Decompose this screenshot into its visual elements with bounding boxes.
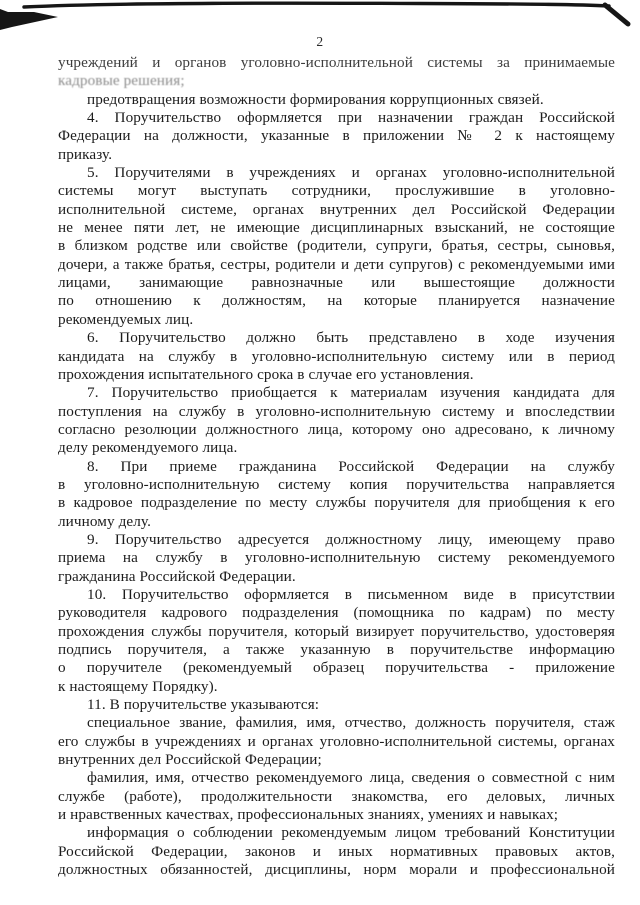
text-line: 11. В поручительстве указываются: — [87, 696, 320, 714]
text-line: 6. Поручительство должно быть представлено в ходе изучения — [87, 329, 615, 347]
paragraph — [58, 586, 615, 696]
page-number: 2 — [316, 34, 324, 49]
text-line: специальное звание, фамилия, имя, отчество, должность поручителя, стаж — [87, 714, 615, 732]
text-line: Федерации на должности, указанные в приложении № 2 к настоящему — [58, 127, 615, 145]
paragraph — [58, 458, 615, 531]
text-line: руководителя кадрового подразделения (помощника по кадрам) по месту — [58, 604, 615, 622]
text-line: информация о соблюдении рекомендуемым лицом требований Конституции — [87, 824, 615, 842]
text-line: дочери, а также братья, сестры, родители и дети супругов) с рекомендуемыми ими — [58, 255, 615, 273]
text-line: прохождения службы поручителя, который визирует поручительство, удостоверяя — [58, 622, 615, 640]
text-line: в близком родстве или свойстве (родители, супруги, братья, сестры, сыновья, — [58, 237, 615, 255]
text-line: 5. Поручителями в учреждениях и органах уголовно-исполнительной — [87, 164, 615, 182]
text-line: службе (работе), продолжительности знакомства, его деловых, личных — [58, 787, 615, 805]
text-line: 10. Поручительство оформляется в письменном виде в присутствии — [87, 585, 615, 603]
text-line: не менее пяти лет, не имеющие дисциплинарных взысканий, не состоящие — [58, 219, 615, 237]
text-line: 8. При приеме гражданина Российской Федерации на службу — [87, 457, 615, 475]
text-line: его службы в учреждениях и органах уголовно-исполнительной системы, органах — [58, 732, 615, 750]
text-line: предотвращения возможности формирования коррупционных связей. — [87, 90, 544, 108]
text-line: системы могут выступать сотрудники, прослужившие в уголовно- — [58, 182, 615, 200]
text-line: прохождения испытательного срока в случае его установления. — [58, 365, 474, 383]
text-line: согласно резолюции должностного лица, которому оно адресовано, к личному — [58, 420, 615, 438]
text-line: 4. Поручительство оформляется при назначении граждан Российской — [87, 109, 615, 127]
paragraph — [58, 769, 615, 824]
text-line: кадровые решения; — [58, 72, 185, 90]
text-line: 9. Поручительство адресуется должностному лицу, имеющему право — [87, 530, 615, 548]
text-line: должностных обязанностей, дисциплины, норм морали и профессиональной — [58, 861, 615, 879]
text-line: и нравственных качествах, профессиональных знаниях, умениях и навыках; — [58, 806, 559, 824]
text-line: приема на службу в уголовно-исполнительную систему рекомендуемого — [58, 549, 615, 567]
text-line: в уголовно-исполнительную систему копия поручительства направляется — [58, 475, 615, 493]
text-line: исполнительной системе, органах внутренних дел Российской Федерации — [58, 200, 615, 218]
text-line: о поручителе (рекомендуемый образец поручительства - приложение — [58, 659, 615, 677]
scan-artifact-corner-right — [605, 5, 628, 24]
paragraph — [58, 164, 615, 329]
paragraph — [58, 329, 615, 384]
document-body — [58, 54, 615, 879]
text-line: по отношению к должностям, на которые планируется назначение — [58, 292, 615, 310]
paragraph — [58, 384, 615, 457]
paragraph — [58, 109, 615, 164]
paragraph — [58, 54, 615, 91]
text-line: личному делу. — [58, 512, 151, 530]
text-line: к настоящему Порядку). — [58, 677, 218, 695]
text-line: 7. Поручительство приобщается к материалам изучения кандидата для — [87, 384, 615, 402]
paragraph — [58, 714, 615, 769]
text-line: лицами, занимающие равнозначные или вышестоящие должности — [58, 274, 615, 292]
scan-artifact-corner-left — [0, 9, 58, 30]
scan-artifact-top-edge-line — [24, 3, 609, 7]
paragraph — [58, 824, 615, 879]
paragraph — [58, 696, 615, 714]
text-line: кандидата на службу в уголовно-исполнительную систему или в период — [58, 347, 615, 365]
text-line: приказу. — [58, 145, 113, 163]
text-line: Российской Федерации, законов и иных нормативных правовых актов, — [58, 842, 615, 860]
paragraph — [58, 91, 615, 109]
text-line: фамилия, имя, отчество рекомендуемого лица, сведения о совместной с ним — [87, 769, 615, 787]
text-line: делу рекомендуемого лица. — [58, 439, 238, 457]
text-line: поступления на службу в уголовно-исполнительную систему и впоследствии — [58, 402, 615, 420]
text-line: гражданина Российской Федерации. — [58, 567, 296, 585]
text-line: внутренних дел Российской Федерации; — [58, 751, 322, 769]
text-line: в кадровое подразделение по месту службы поручителя для приобщения к его — [58, 494, 615, 512]
text-line: подпись поручителя, а также указанную в поручительстве информацию — [58, 641, 615, 658]
text-line: учреждений и органов уголовно-исполнительной системы за принимаемые — [58, 54, 615, 71]
text-line: рекомендуемых лиц. — [58, 310, 194, 328]
paragraph — [58, 531, 615, 586]
